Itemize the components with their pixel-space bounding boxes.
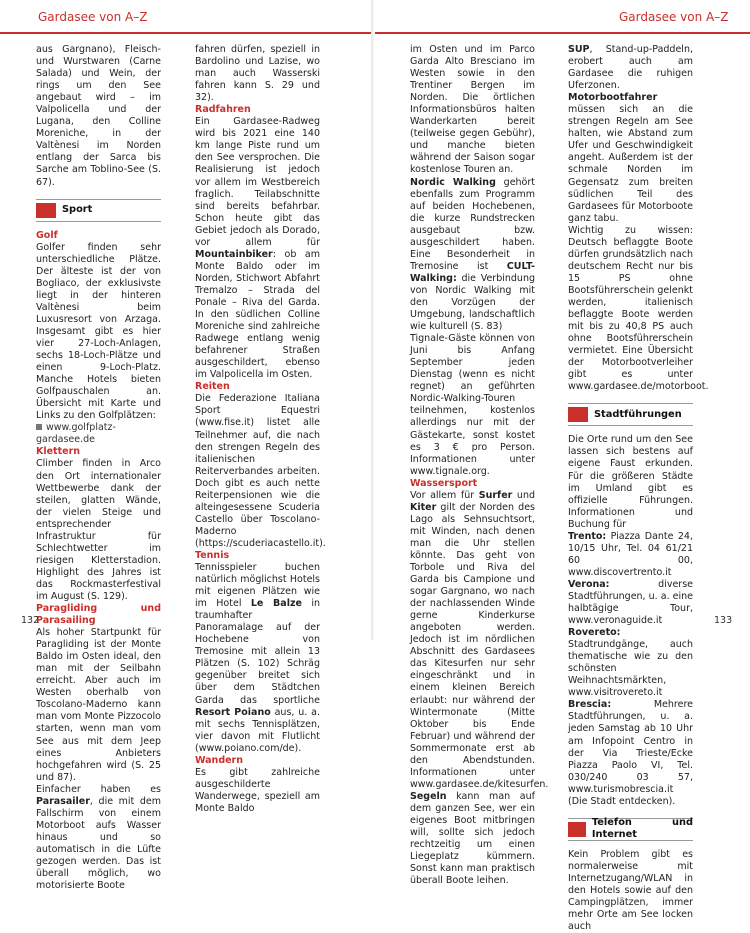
text: und	[512, 489, 536, 501]
text: : ob am Monte Baldo oder im Norden, Stichwort Abfahrt Tremalzo – Strada del Ponale – Riva del Garda. In den südlichen Colline Moreniche sind zahlreiche Radwege entlang wenig befahrener Straßen ausgeschildert, ebenso im Valpolicella im Osten.	[195, 248, 320, 381]
text: aus, u. a. mit sechs Tennisplätzen, vier davon mit Flutlicht (www.poiano.com/de).	[195, 706, 320, 754]
bold-term: Nordic Walking	[410, 176, 496, 188]
paragraph: Es gibt zahlreiche ausgeschilderte Wanderwege, speziell am Monte Baldo	[195, 766, 320, 814]
bold-term: Motorbootfahrer	[568, 92, 658, 104]
paragraph	[568, 699, 693, 807]
text: diverse Stadtführungen, u. a. eine halbtägige Tour, www.veronaguide.it	[568, 578, 693, 627]
paragraph	[410, 489, 549, 791]
red-square-icon	[568, 407, 588, 422]
bold-term: SUP	[568, 44, 590, 55]
paragraph: Die Federazione Italiana Sport Equestri (www.fise.it) listet alle Teilnehmer auf, die nach den strengen Regeln des italienischen Reiterverbandes arbeiten. Doch gibt es auch nette Reiterpensionen wie die alteingesessene Scuderia Castello über Toscolano-Maderno (https://scuderiacastello.it).	[195, 393, 326, 549]
text: Stadtrundgänge, auch thematische wie zu den schönsten Weihnachtsmärkten, www.visitrovereto.it	[568, 639, 693, 699]
bold-term: Trento:	[568, 530, 607, 542]
paragraph	[410, 791, 535, 887]
section-title: Sport	[62, 204, 93, 216]
bold-term: Surfer	[478, 489, 513, 501]
page-number-left: 132	[21, 615, 40, 626]
paragraph	[568, 531, 693, 579]
running-head-right: Gardasee von A–Z	[619, 10, 729, 24]
bold-term: Parasailer	[36, 795, 90, 807]
section-box-sport	[36, 199, 161, 222]
subheading-reiten: Reiten	[195, 381, 230, 393]
column-3	[410, 44, 549, 887]
paragraph	[568, 44, 693, 92]
bold-term: Resort Poiano	[195, 706, 271, 718]
paragraph: Als hoher Startpunkt für Paragliding ist der Monte Baldo im Osten ideal, den man mit der Seilbahn erreicht. Aber auch im Westen oberhalb von Toscolano-Maderno kann man vom Monte Pizzocolo starten, wenn man vom See aus mit dem Jeep eines Anbieters hochgefahren wird (S. 25 und 87).	[36, 627, 161, 783]
paragraph	[410, 177, 535, 334]
subheading-paragliding: Paragliding und Parasailing	[36, 603, 161, 627]
header-rule-right	[375, 32, 750, 34]
page-number-right: 133	[714, 615, 733, 626]
subheading-tennis: Tennis	[195, 549, 230, 561]
header-rule-left	[0, 32, 371, 34]
text: Piazza Dante 24, 10/15 Uhr, Tel. 04 61/21 60 00, www.discovertrento.it	[568, 530, 693, 578]
subheading-klettern: Klettern	[36, 446, 81, 458]
paragraph: aus Gargnano), Fleisch- und Wurstwaren (Carne Salada) und Wein, der rings um den See angebaut wird – im Valpolicella und der Lugana, den Colline Moreniche, in der Valtènesi im Norden entlang der Sarca bis Sarche am Toblino-See (S. 67).	[36, 44, 161, 188]
section-title: Stadtführungen	[594, 408, 682, 420]
paragraph: Tignale-Gäste können von Juni bis Anfang September jeden Dienstag (wenn es nicht regnet) an geführten Nordic-Walking-Touren teilnehmen, kostenlos allerdings nur mit der Gästekarte, sonst kostet es 3 € pro Person. Informationen unter www.tignale.org.	[410, 333, 535, 477]
running-head-left: Gardasee von A–Z	[38, 10, 148, 24]
text: müssen sich an die strengen Regeln am See halten, wie Abstand zum Ufer und Geschwindigkeit angeht. Außerdem ist der schmale Norden im Gegensatz zum breiten südlichen Teil des Gardasees für Motorboote ganz tabu.	[568, 104, 693, 224]
web-icon	[36, 424, 42, 430]
subheading-golf: Golf	[36, 229, 58, 241]
paragraph: Die Orte rund um den See lassen sich bestens auf eigene Faust erkunden. Für die größeren Städte im Umland gibt es offizielle Führungen. Informationen und Buchung für	[568, 434, 693, 530]
bold-term: Verona:	[568, 578, 610, 590]
bold-term: Segeln	[410, 790, 447, 802]
text: , die mit dem Fallschirm von einem Motorboot aufs Wasser hinaus und so automatisch in die Lüfte gezogen werden. Das ist überall möglich, wo motorisierte Boote	[36, 795, 161, 892]
paragraph: Golfer finden sehr unterschiedliche Plätze. Der älteste ist der von Bogliaco, der exklusivste liegt in der hinteren Valtènesi beim Luxusresort von Arzaga. Insgesamt gibt es hier vier 27-Loch-Anlagen, sechs 18-Loch-Plätze und einen 9-Loch-Platz. Manche Hotels bieten Golfpauschalen an. Übersicht mit Karte und Links zu den Golfplätzen:	[36, 241, 161, 422]
section-title: Telefon und Internet	[591, 817, 693, 841]
text: in traumhafter Panoramalage auf der Hochebene von Tremosine mit allein 13 Plätzen (S. 102) Schräg gegenüber breitet sich über dem Städtchen Garda das sportliche	[195, 598, 320, 706]
text: Ein Gardasee-Radweg wird bis 2021 eine 140 km lange Piste rund um den See versprochen. Die Realisierung ist jedoch vor allem im Westbereich fraglich. Teilabschnitte sind bereits befahrbar. Schon heute gibt das Gebiet jedoch als Dorado, vor allem für	[195, 116, 320, 248]
paragraph: fahren dürfen, speziell in Bardolino und Lazise, wo man auch Wasserski fahren kann S. 29 und 32).	[195, 44, 320, 104]
column-2	[195, 44, 326, 815]
column-1	[36, 44, 161, 892]
paragraph: Wichtig zu wissen: Deutsch beflaggte Boote dürfen grundsätzlich nach deutschem Recht nur bis 15 PS ohne Bootsführerschein gelenkt werden, italienisch beflaggte Boote werden mit bis zu 40,8 PS auch ohne Bootsführerschein vermietet. Eine Übersicht der Motorbootverleiher gibt es unter www.gardasee.de/motorboot.	[568, 224, 709, 393]
bold-term: CULT-Walking:	[410, 260, 535, 284]
red-square-icon	[568, 822, 586, 837]
paragraph	[568, 627, 693, 699]
text: Mehrere Stadtführungen, u. a. jeden Samstag ab 10 Uhr am Infopoint Centro in der Via Trieste/Ecke Piazza Paolo VI, Tel. 030/240 03 57, www.turismobrescia.it (Die Stadt entdecken).	[568, 699, 693, 807]
text: gehört ebenfalls zum Programm auf beiden Hochebenen, die kurze Rundstrecken ausgebaut bzw. ausgeschildert haben. Eine Besonderheit in Tremosine ist	[410, 176, 535, 272]
paragraph	[195, 562, 320, 755]
subheading-wassersport: Wassersport	[410, 477, 478, 489]
text: die Verbindung von Nordic Walking mit den Vorzügen der Umgebung, landschaftlich wie kulturell (S. 83)	[410, 272, 535, 333]
paragraph: Climber finden in Arco den Ort internationaler Wettbewerbe dank der steilen, glatten Wände, der vielen Steige und entsprechender Infrastruktur für Schlechtwetter im riesigen Kletterstadion. Highlight des Jahres ist das Rockmasterfestival im August (S. 129).	[36, 458, 161, 602]
bold-term: Kiter	[410, 501, 437, 513]
paragraph	[568, 579, 693, 627]
subheading-radfahren: Radfahren	[195, 104, 251, 116]
paragraph: im Osten und im Parco Garda Alto Bresciano im Westen sowie in den Trentiner Bergen im Norden. Die örtlichen Informationsbüros halten Wanderkarten bereit (teilweise gegen Gebühr), und manche bieten während der Saison sogar kostenlose Touren an.	[410, 44, 535, 176]
text: , Stand-up-Paddeln, erobert auch am Gardasee die ruhigen Uferzonen.	[568, 44, 693, 92]
section-box-telefon	[568, 818, 693, 841]
paragraph	[36, 784, 161, 892]
section-box-stadtfuehrungen	[568, 403, 693, 426]
text: Vor allem für	[410, 489, 479, 501]
text: Tennisspieler buchen natürlich möglichst Hotels mit eigenen Plätzen wie im Hotel	[195, 562, 320, 610]
web-link[interactable]	[36, 422, 161, 446]
subheading-wandern: Wandern	[195, 754, 244, 766]
bold-term: Rovereto:	[568, 627, 621, 639]
paragraph: Kein Problem gibt es normalerweise mit Internetzugang/WLAN in den Hotels sowie auf den Campingplätzen, immer mehr Orte am See locken auch	[568, 848, 693, 933]
text: kann man auf dem ganzen See, wer ein eigenes Boot mitbringen will, sollte sich jedoch rechtzeitig um einen Liegeplatz kümmern. Sonst kann man praktisch überall Boote leihen.	[410, 790, 535, 887]
bold-term: Brescia:	[568, 699, 612, 711]
book-gutter	[371, 0, 375, 640]
red-square-icon	[36, 203, 56, 218]
column-4	[568, 44, 709, 933]
text: gilt der Norden des Lago als Sehnsuchtsort, mit Winden, nach denen man die Uhr stellen könnte. Das geht von Torbole und Riva del Garda bis Campione und sogar Gargnano, wo nach der nachlassenden Winde gerne Kinderkurse angeboten werden. Jedoch ist im nördlichen Abschnitt des Gardasees das Kitesurfen nur sehr eingeschränkt und in einem kleinen Bereich erlaubt: nur während der Wintermonate (Mitte Oktober bis Ende Februar) und während der Sommermonate erst ab den Abendstunden. Informationen unter www.gardasee.de/kitesurfen.	[410, 501, 549, 790]
paragraph	[568, 92, 693, 225]
paragraph	[195, 116, 320, 381]
web-link-text: www.golfplatz-gardasee.de	[36, 422, 116, 446]
bold-term: Le Balze	[250, 598, 302, 610]
text: Einfacher haben es	[36, 783, 161, 795]
bold-term: Mountainbiker	[195, 248, 273, 260]
